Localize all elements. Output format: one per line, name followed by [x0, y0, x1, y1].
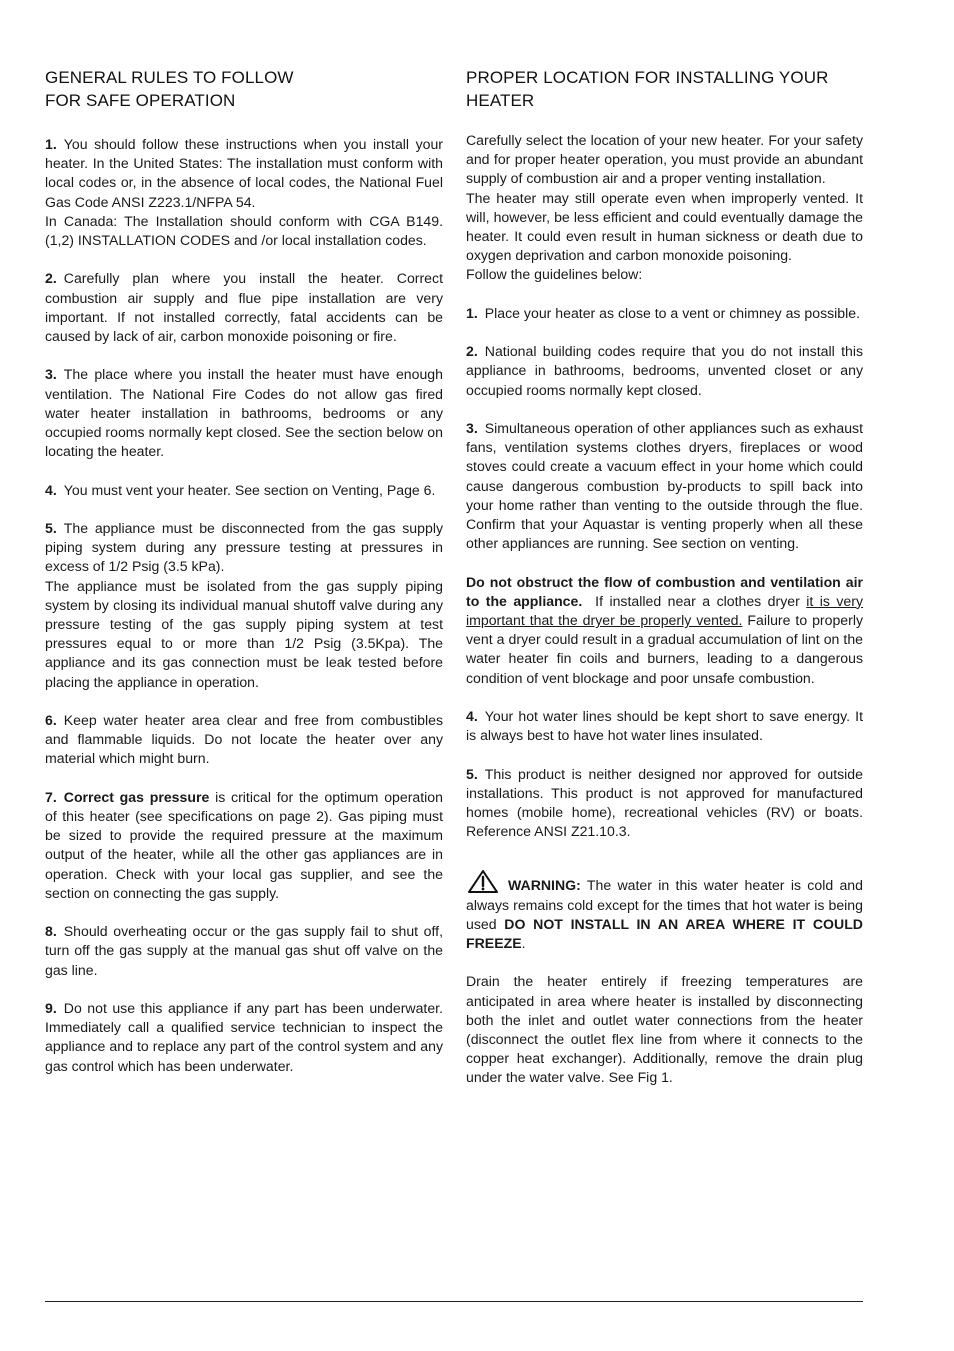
proper-location-heading: [466, 66, 828, 112]
location-item-4: 4. Your hot water lines should be kept short to save energy. It is always best to have hot water lines insulated.: [466, 708, 863, 744]
rule-1: 1. You should follow these instructions when you install your heater. In the United States: The installation must conform with local codes or, in the absence of local codes, the National Fuel Gas Code ANSI Z223.1/NFPA 54.: [45, 136, 443, 210]
location-item-1: 1. Place your heater as close to a vent or chimney as possible.: [466, 304, 861, 321]
rule-6: 6. Keep water heater area clear and free from combustibles and flammable liquids. Do not locate the heater over any material which might burn.: [45, 712, 443, 767]
warning-paragraph: WARNING: The water in this water heater is cold and always remains cold except for the times that hot water is being used DO NOT INSTALL IN AN AREA WHERE IT COULD FREEZE.: [466, 869, 863, 953]
obstruct-paragraph: Do not obstruct the flow of combustion and ventilation air to the appliance. If installed near a clothes dryer it is very important that the dryer be properly vented. Failure to properly vent a dryer could result in a gradual accumulation of lint on the water heater fin coils and burners, leading to a dangerous condition of vent blockage and poor unsafe combustion.: [466, 573, 864, 686]
location-item-5: 5. This product is neither designed nor approved for outside installations. This product is not approved for manufactured homes (mobile home), recreational vehicles (RV) or boats. Reference ANSI Z21.10.3.: [466, 765, 863, 840]
warning-triangle-icon: [466, 869, 500, 893]
rule-8: 8. Should overheating occur or the gas supply fail to shut off, turn off the gas supply at the manual gas shut off valve on the gas line.: [45, 923, 443, 978]
rule-7: 7. Correct gas pressure is critical for the optimum operation of this heater (see specifications on page 2). Gas piping must be sized to provide the required pressure at the maximum output of the heater, while all the other gas appliances are in operation. Check with your local gas supplier, and see the section on connecting the gas supply.: [45, 788, 443, 901]
rule-5: 5. The appliance must be disconnected from the gas supply piping system during any pressure testing at pressures in excess of 1/2 Psig (3.5 kPa).: [45, 520, 443, 575]
location-intro: Carefully select the location of your new heater. For your safety and for proper heater operation, you must provide an abundant supply of combustion air and a proper venting installation.: [466, 132, 863, 187]
general-rules-body: [45, 135, 443, 1095]
rule-4: 4. You must vent your heater. See section on Venting, Page 6.: [45, 481, 436, 498]
location-intro-3: Follow the guidelines below:: [466, 266, 643, 283]
drain-paragraph: Drain the heater entirely if freezing temperatures are anticipated in area where heater is installed by disconnecting both the inlet and outlet water connections from the heater (disconnect the outlet flex line from where it connects to the copper heat exchanger). Additionally, remove the drain plug under the water valve. See Fig 1.: [466, 973, 863, 1086]
proper-location-heading-line2: HEATER: [466, 91, 535, 110]
rule-5-isolation: The appliance must be isolated from the gas supply piping system by closing its individual manual shutoff valve during any pressure testing of the gas supply piping system at test pressures equal to or more than 1/2 Psig (3.5Kpa). The appliance and its gas connection must be leak tested before placing the appliance in operation.: [45, 577, 443, 690]
rule-2: 2. Carefully plan where you install the heater. Correct combustion air supply and flue pipe installation are very important. If not installed correctly, fatal accidents can be caused by lack of air, carbon monoxide poisoning or fire.: [45, 270, 443, 345]
location-item-3: 3. Simultaneous operation of other appliances such as exhaust fans, ventilation systems clothes dryers, fireplaces or wood stoves could create a vacuum effect in your home which could cause dangerous combustion by-products to spill back into your home rather than venting to the outside through the flue. Confirm that your Aquastar is venting properly when all these other appliances are running. See section on venting.: [466, 420, 863, 552]
general-rules-heading-line1: GENERAL RULES TO FOLLOW: [45, 68, 294, 87]
footer-divider: [45, 1301, 863, 1302]
general-rules-heading-line2: FOR SAFE OPERATION: [45, 91, 236, 110]
location-item-2: 2. National building codes require that you do not install this appliance in bathrooms, bedrooms, unvented closet or any occupied rooms normally kept closed.: [466, 343, 863, 398]
general-rules-heading: [45, 66, 294, 112]
rule-9: 9. Do not use this appliance if any part has been underwater. Immediately call a qualified service technician to inspect the appliance and to replace any part of the control system and any gas control which has been underwater.: [45, 1000, 443, 1074]
proper-location-body: [466, 131, 863, 1107]
rule-3: 3. The place where you install the heater must have enough ventilation. The National Fire Codes do not allow gas fired water heater installation in bathrooms, bedrooms or any occupied rooms normally kept closed. See the section below on locating the heater.: [45, 366, 443, 460]
rule-1-canada: In Canada: The Installation should conform with CGA B149.(1,2) INSTALLATION CODES and /or local installation codes.: [45, 212, 443, 249]
location-intro-2: The heater may still operate even when improperly vented. It will, however, be less efficient and could eventually damage the heater. It could even result in human sickness or death due to oxygen deprivation and carbon monoxide poisoning.: [466, 189, 863, 264]
proper-location-heading-line1: PROPER LOCATION FOR INSTALLING YOUR: [466, 68, 829, 87]
